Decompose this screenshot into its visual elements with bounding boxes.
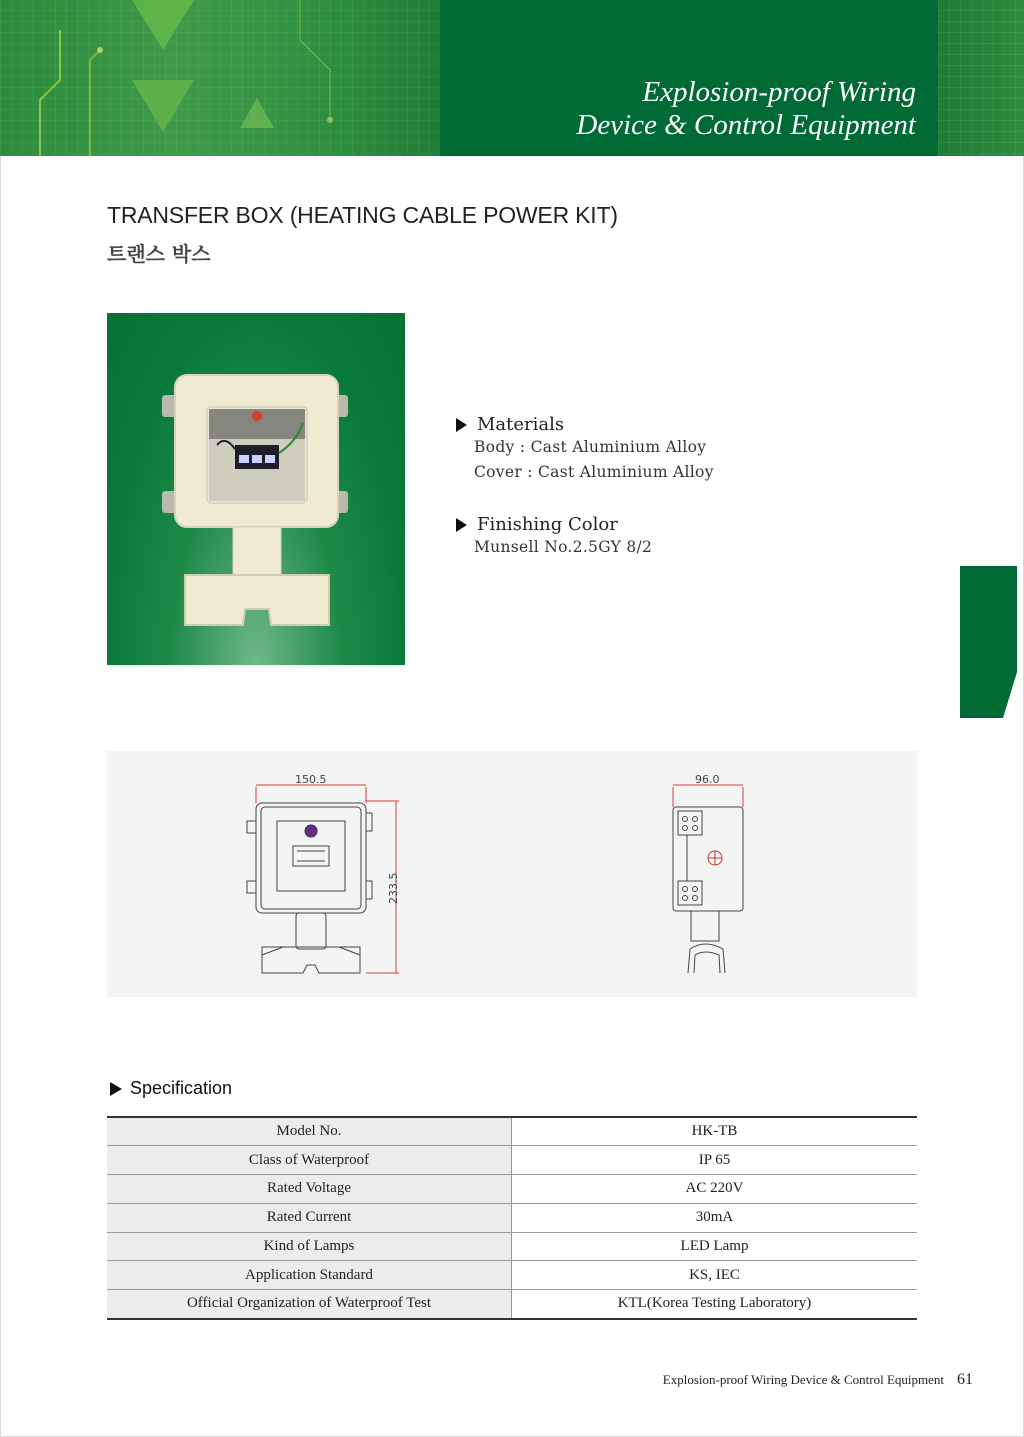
finishing-color-heading-text: Finishing Color [477, 514, 618, 535]
spec-value: AC 220V [512, 1175, 918, 1204]
spec-value: LED Lamp [512, 1232, 918, 1261]
specification-heading-text: Specification [130, 1078, 233, 1098]
spec-value: 30mA [512, 1203, 918, 1232]
table-row [107, 1203, 917, 1232]
product-photo [107, 313, 405, 665]
footer-text: Explosion-proof Wiring Device & Control Equipment [662, 1372, 944, 1387]
front-height-label: 233.5 [387, 872, 400, 904]
front-view-drawing [247, 785, 399, 973]
triangle-bullet-icon [456, 518, 467, 532]
spec-value: IP 65 [512, 1146, 918, 1175]
materials-body-line: Body : Cast Aluminium Alloy [474, 438, 707, 456]
front-width-label: 150.5 [295, 773, 327, 786]
table-row [107, 1117, 917, 1146]
spec-value: KS, IEC [512, 1261, 918, 1290]
table-row [107, 1146, 917, 1175]
spec-key: Application Standard [107, 1261, 512, 1290]
spec-key: Rated Current [107, 1203, 512, 1232]
product-title: TRANSFER BOX (HEATING CABLE POWER KIT) [107, 202, 618, 228]
side-view-drawing [673, 785, 743, 973]
spec-key: Class of Waterproof [107, 1146, 512, 1175]
spec-value: KTL(Korea Testing Laboratory) [512, 1290, 918, 1319]
spec-key: Rated Voltage [107, 1175, 512, 1204]
side-width-label: 96.0 [695, 773, 720, 786]
materials-heading-text: Materials [477, 414, 565, 435]
finishing-color-value: Munsell No.2.5GY 8/2 [474, 538, 653, 556]
materials-heading [456, 414, 714, 435]
materials-section [456, 414, 714, 485]
finishing-color-heading [456, 514, 652, 535]
table-row [107, 1290, 917, 1319]
spec-key: Kind of Lamps [107, 1232, 512, 1261]
dimension-drawings [107, 751, 917, 997]
page-number: 61 [957, 1371, 973, 1388]
banner-title [576, 76, 916, 142]
specification-heading [110, 1078, 232, 1099]
spec-key: Official Organization of Waterproof Test [107, 1290, 512, 1319]
table-row [107, 1261, 917, 1290]
banner-title-line1: Explosion-proof Wiring [642, 76, 916, 108]
banner-triangle-graphic [0, 0, 440, 156]
spec-value: HK-TB [512, 1117, 918, 1146]
product-title-korean: 트랜스 박스 [107, 242, 211, 266]
banner-circuit-pattern-right [938, 0, 1024, 156]
dimension-drawing-panel [107, 751, 917, 997]
transfer-box-illustration [107, 313, 405, 665]
specification-table [107, 1116, 917, 1320]
triangle-bullet-icon [110, 1082, 122, 1096]
table-row [107, 1232, 917, 1261]
banner-title-line2: Device & Control Equipment [576, 109, 916, 141]
finishing-color-section [456, 514, 652, 560]
header-banner [0, 0, 1024, 156]
spec-key: Model No. [107, 1117, 512, 1146]
materials-cover-line: Cover : Cast Aluminium Alloy [474, 463, 714, 481]
triangle-bullet-icon [456, 418, 467, 432]
table-row [107, 1175, 917, 1204]
section-side-tab [960, 566, 1017, 718]
